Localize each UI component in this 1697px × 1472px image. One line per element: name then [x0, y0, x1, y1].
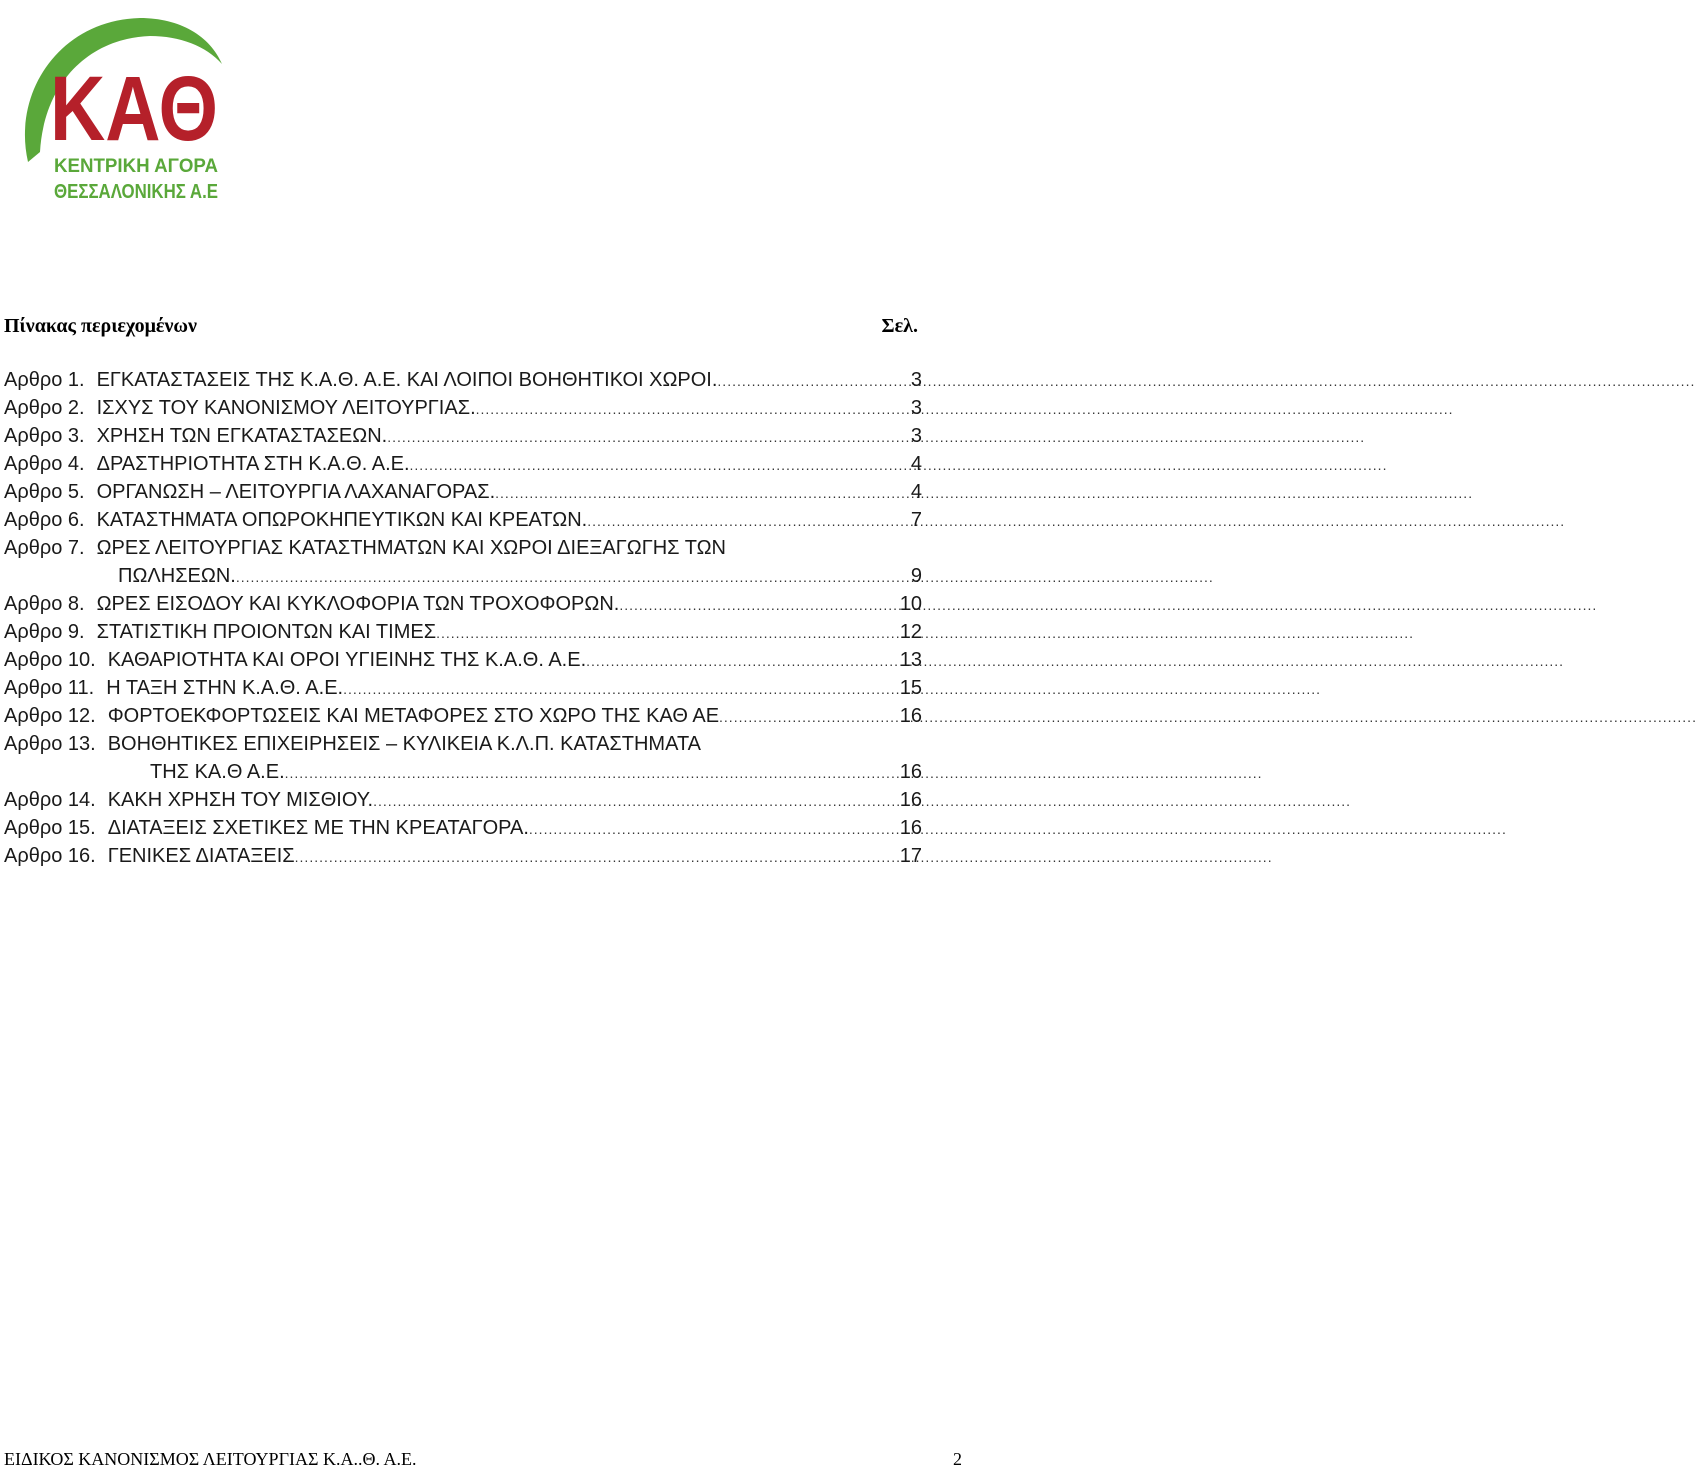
toc-article-number: Αρθρο 5. [4, 481, 85, 503]
toc-dot-leader [717, 367, 908, 395]
toc-list [4, 366, 922, 870]
toc-page-number: 3 [910, 369, 922, 391]
page-footer [4, 1448, 962, 1470]
toc-page-number: 3 [910, 397, 922, 419]
toc-title: ΤΗΣ ΚΑ.Θ Α.Ε. [150, 761, 285, 783]
toc-line [4, 562, 922, 590]
toc-page-number: 7 [910, 509, 922, 531]
toc-line [4, 842, 922, 870]
toc-article-number: Αρθρο 15. [4, 817, 96, 839]
toc-dot-leader [285, 759, 898, 787]
toc-page-number: 17 [899, 845, 922, 867]
toc-title: ΚΑΚΗ ΧΡΗΣΗ ΤΟΥ ΜΙΣΘΙΟΥ. [107, 789, 374, 811]
toc-title: ΣΤΑΤΙΣΤΙΚΗ ΠΡΟΙΟΝΤΩΝ ΚΑΙ ΤΙΜΕΣ [96, 621, 437, 643]
logo-graphic [10, 12, 225, 207]
toc-line [4, 450, 922, 478]
toc-entry[interactable] [4, 478, 922, 506]
toc-article-number: Αρθρο 6. [4, 509, 85, 531]
toc-article-number: Αρθρο 8. [4, 593, 85, 615]
toc-dot-leader [236, 563, 909, 591]
toc-page-number: 12 [899, 621, 922, 643]
toc-dot-leader [436, 619, 898, 647]
toc-dot-leader [495, 479, 909, 507]
toc-page-number: 15 [899, 677, 922, 699]
logo-line1: ΚΕΝΤΡΙΚΗ ΑΓΟΡΑ [54, 156, 219, 177]
toc-title: ΒΟΗΘΗΤΙΚΕΣ ΕΠΙΧΕΙΡΗΣΕΙΣ – ΚΥΛΙΚΕΙΑ Κ.Λ.Π. ΚΑΤΑΣΤΗΜΑΤΑ [107, 733, 702, 755]
toc-entry[interactable] [4, 674, 922, 702]
toc-line [4, 394, 922, 422]
toc-entry[interactable] [4, 366, 922, 394]
toc-page-number: 16 [899, 789, 922, 811]
toc-dot-leader [387, 423, 909, 451]
toc-page-number: 10 [899, 593, 922, 615]
toc-article-number: Αρθρο 13. [4, 733, 96, 755]
toc-dot-leader [619, 591, 897, 619]
toc-article-number: Αρθρο 14. [4, 789, 96, 811]
toc-title: Η ΤΑΞΗ ΣΤΗΝ Κ.Α.Θ. Α.Ε. [106, 677, 344, 699]
toc-entry[interactable] [4, 646, 922, 674]
toc-entry[interactable] [4, 534, 922, 590]
toc-title: ΓΕΝΙΚΕΣ ΔΙΑΤΑΞΕΙΣ [107, 845, 295, 867]
toc-article-number: Αρθρο 9. [4, 621, 85, 643]
toc-title: ΧΡΗΣΗ ΤΩΝ ΕΓΚΑΤΑΣΤΑΣΕΩΝ. [96, 425, 388, 447]
toc-title: ΩΡΕΣ ΕΙΣΟΔΟΥ ΚΑΙ ΚΥΚΛΟΦΟΡΙΑ ΤΩΝ ΤΡΟΧΟΦΟΡΩΝ. [96, 593, 620, 615]
toc-title: ΙΣΧΥΣ ΤΟΥ ΚΑΝΟΝΙΣΜΟΥ ΛΕΙΤΟΥΡΓΙΑΣ. [96, 397, 476, 419]
toc-page-number: 4 [910, 453, 922, 475]
toc-dot-leader [410, 451, 909, 479]
toc-article-number: Αρθρο 4. [4, 453, 85, 475]
toc-title: ΦΟΡΤΟΕΚΦΟΡΤΩΣΕΙΣ ΚΑΙ ΜΕΤΑΦΟΡΕΣ ΣΤΟ ΧΩΡΟ ΤΗΣ ΚΑΘ ΑΕ [107, 705, 720, 727]
toc-title: ΔΡΑΣΤΗΡΙΟΤΗΤΑ ΣΤΗ Κ.Α.Θ. Α.Ε. [96, 453, 410, 475]
toc-line [4, 674, 922, 702]
toc-entry[interactable] [4, 590, 922, 618]
toc-entry[interactable] [4, 814, 922, 842]
toc-dot-leader [373, 787, 898, 815]
toc-dot-leader [719, 703, 898, 731]
toc-title: ΩΡΕΣ ΛΕΙΤΟΥΡΓΙΑΣ ΚΑΤΑΣΤΗΜΑΤΩΝ ΚΑΙ ΧΩΡΟΙ ΔΙΕΞΑΓΩΓΗΣ ΤΩΝ [96, 537, 726, 559]
toc-line [4, 478, 922, 506]
toc-line [4, 506, 922, 534]
toc-title: ΚΑΤΑΣΤΗΜΑΤΑ ΟΠΩΡΟΚΗΠΕΥΤΙΚΩΝ ΚΑΙ ΚΡΕΑΤΩΝ. [96, 509, 588, 531]
toc-header [4, 312, 918, 340]
toc-entry[interactable] [4, 702, 922, 730]
toc-dot-leader [586, 647, 898, 675]
toc-page-number: 4 [910, 481, 922, 503]
logo-line2: ΘΕΣΣΑΛΟΝΙΚΗΣ Α.Ε [54, 181, 218, 203]
toc-line [4, 534, 922, 562]
toc-entry[interactable] [4, 450, 922, 478]
toc-title: ΕΓΚΑΤΑΣΤΑΣΕΙΣ ΤΗΣ Κ.Α.Θ. Α.Ε. ΚΑΙ ΛΟΙΠΟΙ ΒΟΗΘΗΤΙΚΟΙ ΧΩΡΟΙ. [96, 369, 718, 391]
toc-entry[interactable] [4, 618, 922, 646]
toc-page-label: Σελ. [881, 314, 918, 337]
toc-page-number: 16 [899, 817, 922, 839]
toc-article-number: Αρθρο 16. [4, 845, 96, 867]
toc-dot-leader [476, 395, 909, 423]
toc-dot-leader [295, 843, 898, 871]
toc-line [4, 590, 922, 618]
toc-article-number: Αρθρο 1. [4, 369, 85, 391]
company-logo [10, 12, 225, 207]
toc-dot-leader [587, 507, 909, 535]
toc-line [4, 786, 922, 814]
toc-entry[interactable] [4, 842, 922, 870]
toc-line [4, 646, 922, 674]
toc-line [4, 366, 922, 394]
toc-page-number: 16 [899, 761, 922, 783]
toc-line [4, 618, 922, 646]
toc-article-number: Αρθρο 7. [4, 537, 85, 559]
footer-text: ΕΙΔΙΚΟΣ ΚΑΝΟΝΙΣΜΟΣ ΛΕΙΤΟΥΡΓΙΑΣ Κ.Α..Θ. Α.Ε. [4, 1448, 417, 1469]
toc-title: ΠΩΛΗΣΕΩΝ. [118, 565, 236, 587]
toc-page-number: 9 [910, 565, 922, 587]
toc-entry[interactable] [4, 730, 922, 786]
toc-article-number: Αρθρο 12. [4, 705, 96, 727]
toc-line [4, 758, 922, 786]
toc-dot-leader [343, 675, 898, 703]
toc-title: ΚΑΘΑΡΙΟΤΗΤΑ ΚΑΙ ΟΡΟΙ ΥΓΙΕΙΝΗΣ ΤΗΣ Κ.Α.Θ. Α.Ε. [107, 649, 587, 671]
toc-line [4, 730, 922, 758]
toc-entry[interactable] [4, 506, 922, 534]
toc-heading: Πίνακας περιεχομένων [4, 314, 197, 337]
toc-line [4, 422, 922, 450]
toc-title: ΟΡΓΑΝΩΣΗ – ΛΕΙΤΟΥΡΓΙΑ ΛΑΧΑΝΑΓΟΡΑΣ. [96, 481, 496, 503]
toc-entry[interactable] [4, 786, 922, 814]
toc-page-number: 3 [910, 425, 922, 447]
toc-title: ΔΙΑΤΑΞΕΙΣ ΣΧΕΤΙΚΕΣ ΜΕ ΤΗΝ ΚΡΕΑΤΑΓΟΡΑ. [107, 817, 529, 839]
toc-dot-leader [529, 815, 898, 843]
toc-entry[interactable] [4, 422, 922, 450]
toc-line [4, 814, 922, 842]
toc-entry[interactable] [4, 394, 922, 422]
toc-article-number: Αρθρο 3. [4, 425, 85, 447]
footer-page-number: 2 [953, 1448, 962, 1469]
toc-article-number: Αρθρο 2. [4, 397, 85, 419]
logo-mark: ΚΑΘ [50, 58, 218, 160]
toc-line [4, 702, 922, 730]
toc-article-number: Αρθρο 10. [4, 649, 96, 671]
toc-page-number: 16 [899, 705, 922, 727]
toc-article-number: Αρθρο 11. [4, 677, 95, 699]
toc-page-number: 13 [899, 649, 922, 671]
